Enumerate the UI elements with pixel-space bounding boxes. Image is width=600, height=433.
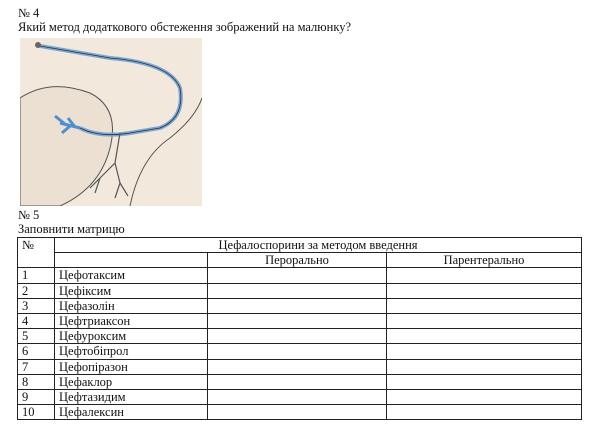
question-5-task: Заповнити матрицю — [18, 222, 125, 236]
drug-name: Цефіксим — [55, 283, 208, 298]
oral-cell[interactable] — [208, 283, 387, 298]
drug-name: Цефуроксим — [55, 329, 208, 344]
oral-cell[interactable] — [208, 313, 387, 328]
parenteral-cell[interactable] — [387, 298, 582, 313]
parenteral-cell[interactable] — [387, 329, 582, 344]
table-row — [18, 344, 582, 359]
parenteral-cell[interactable] — [387, 374, 582, 389]
drug-name: Цефтазидим — [55, 389, 208, 404]
num-header: № — [18, 238, 55, 268]
oral-cell[interactable] — [208, 329, 387, 344]
table-row — [18, 298, 582, 313]
parenteral-cell[interactable] — [387, 359, 582, 374]
parenteral-cell[interactable] — [387, 313, 582, 328]
row-number: 3 — [18, 298, 55, 313]
table-row — [18, 268, 582, 283]
cephalosporin-matrix — [17, 237, 582, 420]
drug-name: Цефазолін — [55, 298, 208, 313]
oral-cell[interactable] — [208, 268, 387, 283]
table-row — [18, 374, 582, 389]
question-4-text: Який метод додаткового обстеження зображений на малюнку? — [18, 20, 352, 34]
parenteral-cell[interactable] — [387, 405, 582, 420]
row-number: 10 — [18, 405, 55, 420]
row-number: 1 — [18, 268, 55, 283]
row-number: 6 — [18, 344, 55, 359]
oral-cell[interactable] — [208, 344, 387, 359]
oral-cell[interactable] — [208, 405, 387, 420]
oral-cell[interactable] — [208, 359, 387, 374]
row-number: 2 — [18, 283, 55, 298]
row-number: 8 — [18, 374, 55, 389]
parenteral-cell[interactable] — [387, 268, 582, 283]
oral-cell[interactable] — [208, 389, 387, 404]
drug-name: Цефотаксим — [55, 268, 208, 283]
row-number: 5 — [18, 329, 55, 344]
drug-name: Цефтриаксон — [55, 313, 208, 328]
parenteral-cell[interactable] — [387, 283, 582, 298]
table-row — [18, 329, 582, 344]
oral-cell[interactable] — [208, 374, 387, 389]
table-row — [18, 313, 582, 328]
parenteral-cell[interactable] — [387, 389, 582, 404]
table-row — [18, 359, 582, 374]
oral-header: Перорально — [208, 253, 387, 268]
drug-name: Цефалексин — [55, 405, 208, 420]
parenteral-header: Парентерально — [387, 253, 582, 268]
row-number: 4 — [18, 313, 55, 328]
table-row — [18, 405, 582, 420]
drug-name: Цефаклор — [55, 374, 208, 389]
parenteral-cell[interactable] — [387, 344, 582, 359]
question-5-number: № 5 — [18, 208, 40, 222]
drug-name: Цефопіразон — [55, 359, 208, 374]
row-number: 7 — [18, 359, 55, 374]
drug-name: Цефтобіпрол — [55, 344, 208, 359]
group-header: Цефалоспорини за методом введення — [55, 238, 582, 253]
table-row — [18, 283, 582, 298]
bronchography-illustration — [20, 38, 202, 206]
table-row — [18, 389, 582, 404]
question-4-number: № 4 — [18, 6, 40, 20]
empty-cell — [55, 253, 208, 268]
oral-cell[interactable] — [208, 298, 387, 313]
row-number: 9 — [18, 389, 55, 404]
